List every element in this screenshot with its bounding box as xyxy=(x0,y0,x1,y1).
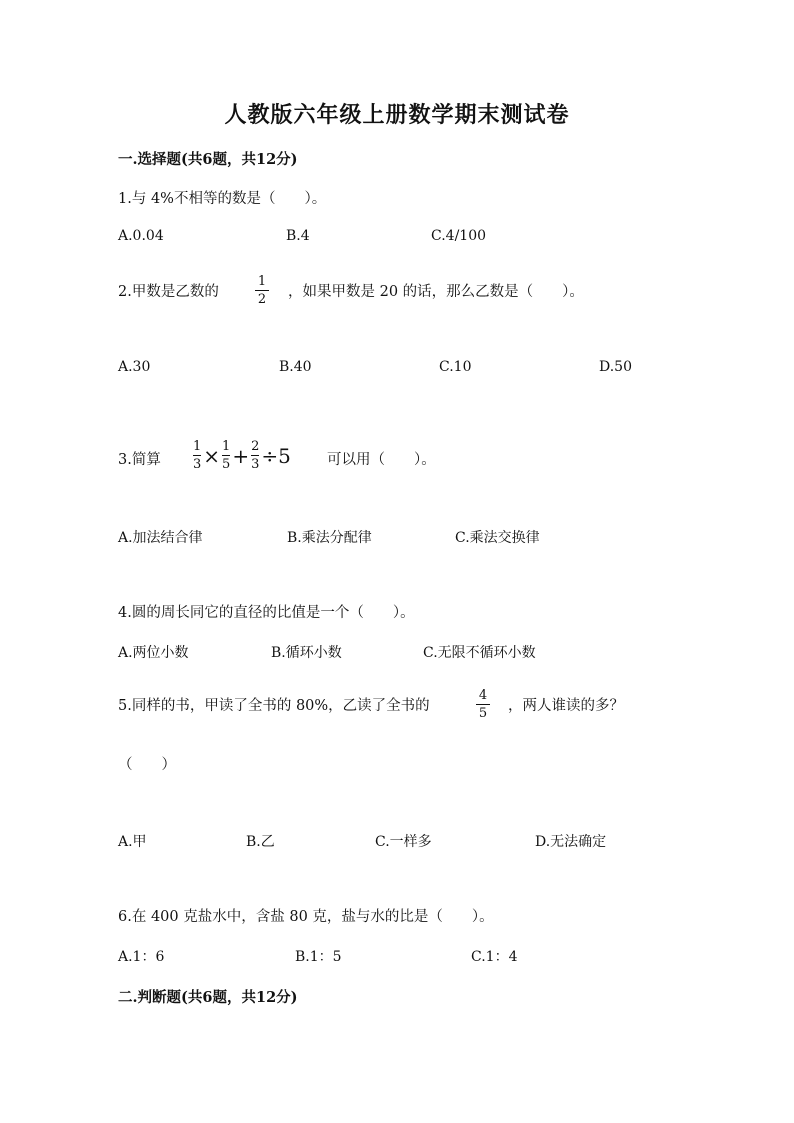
question-5-option-b: B.乙 xyxy=(246,834,275,850)
question-1-option-a: A.0.04 xyxy=(118,228,164,244)
question-2-stem-before: 2.甲数是乙数的 xyxy=(118,284,219,300)
question-6-option-a: A.1：6 xyxy=(118,949,165,965)
question-3-stem-after: 可以用（ ）。 xyxy=(327,452,436,468)
question-4-option-c: C.无限不循环小数 xyxy=(423,645,536,661)
question-2-option-c: C.10 xyxy=(439,359,472,375)
question-1-option-c: C.4/100 xyxy=(431,228,487,244)
question-6-option-b: B.1：5 xyxy=(295,949,342,965)
question-4-stem: 4.圆的周长同它的直径的比值是一个（ ）。 xyxy=(118,605,415,621)
question-5-fraction-denominator: 5 xyxy=(478,706,488,721)
page-title: 人教版六年级上册数学期末测试卷 xyxy=(224,102,570,128)
expression-fraction-2-numerator: 1 xyxy=(222,439,231,454)
expression-fraction-3 xyxy=(251,440,259,471)
expression-fraction-1 xyxy=(193,440,201,471)
expression-fraction-2-denominator: 5 xyxy=(222,457,231,472)
times-operator: × xyxy=(203,443,221,468)
question-3-option-c: C.乘法交换律 xyxy=(455,530,540,546)
question-2-option-b: B.40 xyxy=(279,359,312,375)
expression-fraction-3-denominator: 3 xyxy=(251,457,260,472)
question-5-option-a: A.甲 xyxy=(118,834,147,850)
question-6-stem: 6.在 400 克盐水中，含盐 80 克，盐与水的比是（ ）。 xyxy=(118,909,494,925)
question-1-option-b: B.4 xyxy=(286,228,310,244)
question-5-answer-blank: （ ） xyxy=(118,757,176,773)
question-4-option-b: B.循环小数 xyxy=(271,645,342,661)
question-5-fraction-numerator: 4 xyxy=(478,688,488,703)
question-5-stem-before: 5.同样的书，甲读了全书的 80%，乙读了全书的 xyxy=(118,698,430,714)
divide-operator: ÷5 xyxy=(261,443,291,468)
question-2-stem-after: ，如果甲数是 20 的话，那么乙数是（ ）。 xyxy=(288,284,584,300)
question-5-option-c: C.一样多 xyxy=(375,834,432,850)
fraction-bar xyxy=(251,455,259,456)
expression-fraction-1-denominator: 3 xyxy=(193,457,202,472)
fraction-bar xyxy=(222,455,230,456)
section-heading-choice: 一.选择题(共6题，共12分) xyxy=(118,151,298,168)
question-2-fraction xyxy=(255,275,269,306)
question-3-expression xyxy=(192,440,292,471)
question-2-option-a: A.30 xyxy=(118,359,151,375)
question-3-stem-before: 3.简算 xyxy=(118,452,161,468)
question-5-option-d: D.无法确定 xyxy=(535,834,607,850)
question-5-stem-after: ，两人谁读的多？ xyxy=(508,698,624,714)
question-1-stem: 1.与 4%不相等的数是（ ）。 xyxy=(118,191,327,207)
fraction-bar xyxy=(255,290,269,291)
fraction-bar xyxy=(193,455,201,456)
expression-fraction-3-numerator: 2 xyxy=(251,439,260,454)
question-3-option-a: A.加法结合律 xyxy=(118,530,203,546)
expression-fraction-2 xyxy=(222,440,230,471)
question-3-option-b: B.乘法分配律 xyxy=(287,530,372,546)
question-4-option-a: A.两位小数 xyxy=(118,645,189,661)
question-5-fraction xyxy=(476,689,490,720)
section-heading-judgement: 二.判断题(共6题，共12分) xyxy=(118,989,298,1006)
plus-operator: + xyxy=(232,443,250,468)
question-6-option-c: C.1：4 xyxy=(471,949,518,965)
question-2-fraction-denominator: 2 xyxy=(257,292,267,307)
fraction-bar xyxy=(476,704,490,705)
expression-fraction-1-numerator: 1 xyxy=(193,439,202,454)
question-2-option-d: D.50 xyxy=(599,359,632,375)
question-2-fraction-numerator: 1 xyxy=(257,274,267,289)
